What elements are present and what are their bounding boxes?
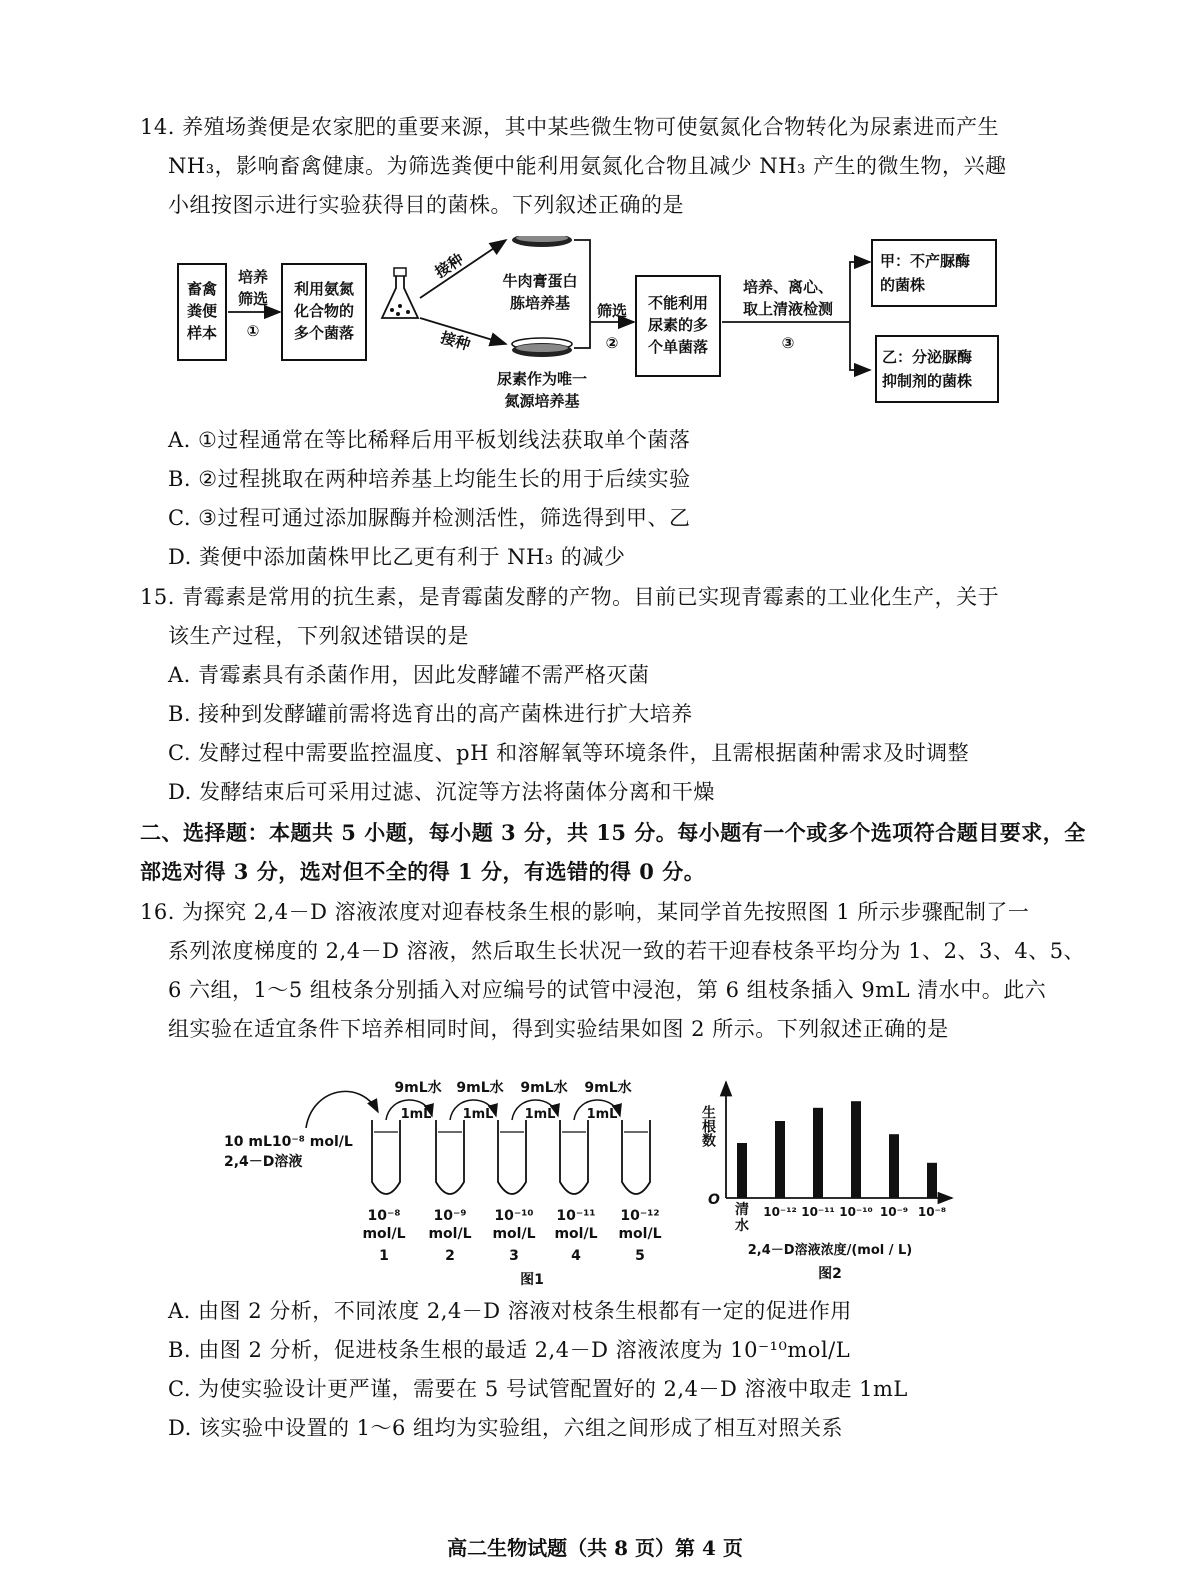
tube1-num: 1: [379, 1248, 389, 1264]
tube4-conc: 10⁻¹¹: [556, 1208, 596, 1224]
arrow3-label1: 培养、离心、: [742, 278, 834, 296]
tube1-conc: 10⁻⁸: [367, 1208, 401, 1224]
box1-line1: 畜禽: [186, 280, 218, 298]
q14-option-a: A. ①过程通常在等比稀释后用平板划线法获取单个菌落: [168, 428, 691, 452]
box2-line3: 多个菌落: [293, 324, 355, 342]
y-axis-label: 生根数: [700, 1105, 716, 1147]
tube4-unit: mol/L: [554, 1226, 598, 1242]
bar-6: [927, 1163, 937, 1198]
box1-line3: 样本: [186, 324, 218, 342]
x-tick-label-5: 10⁻⁹: [879, 1205, 909, 1219]
q16-stem-line3: 6 六组，1～5 组枝条分别插入对应编号的试管中浸泡，第 6 组枝条插入 9mL 清水中。此六: [168, 978, 1047, 1002]
q15-stem-line1: 15. 青霉素是常用的抗生素，是青霉菌发酵的产物。目前已实现青霉素的工业化生产，关于: [140, 585, 1000, 609]
source-label-line1: 10 mL10⁻⁸ mol/L: [224, 1134, 353, 1150]
q14-option-d: D. 粪便中添加菌株甲比乙更有利于 NH₃ 的减少: [168, 545, 626, 569]
box2-line1: 利用氨氮: [293, 280, 355, 298]
arrow3-label2: 取上清液检测: [742, 300, 834, 318]
source-label-line2: 2,4－D溶液: [224, 1154, 303, 1170]
q14-flow-diagram: [170, 236, 1010, 422]
transfer-label-1: 1mL: [400, 1107, 432, 1122]
tube1-unit: mol/L: [362, 1226, 406, 1242]
medium1-line2: 胨培养基: [509, 294, 571, 312]
q14-stem-line1: 14. 养殖场粪便是农家肥的重要来源，其中某些微生物可使氨氮化合物转化为尿素进而产生: [140, 115, 1000, 139]
q16-option-a: A. 由图 2 分析，不同浓度 2,4－D 溶液对枝条生根都有一定的促进作用: [168, 1299, 852, 1323]
arrow1-num: ①: [246, 322, 260, 340]
arrow2-label: 筛选: [596, 302, 628, 320]
section2-heading-line1: 二、选择题：本题共 5 小题，每小题 3 分，共 15 分。每小题有一个或多个选项符合题目要求，全: [140, 820, 1086, 845]
bar-3: [813, 1108, 823, 1198]
x-tick-label-2: 10⁻¹²: [763, 1205, 797, 1219]
bar-4: [851, 1101, 861, 1198]
transfer-label-3: 1mL: [524, 1107, 556, 1122]
medium2-line1: 尿素作为唯一: [496, 370, 588, 388]
inoculate-top-label: 接种: [431, 250, 467, 282]
petri-dish-1-icon: [512, 236, 572, 247]
x-tick-label-4: 10⁻¹⁰: [839, 1205, 873, 1219]
q16-option-c: C. 为使实验设计更严谨，需要在 5 号试管配置好的 2,4－D 溶液中取走 1mL: [168, 1377, 908, 1401]
q15-option-a: A. 青霉素具有杀菌作用，因此发酵罐不需严格灭菌: [168, 663, 650, 687]
tube3-unit: mol/L: [492, 1226, 536, 1242]
q15-option-c: C. 发酵过程中需要监控温度、pH 和溶解氧等环境条件，且需根据菌种需求及时调整: [168, 741, 970, 765]
transfer-label-2: 1mL: [462, 1107, 494, 1122]
q16-option-b: B. 由图 2 分析，促进枝条生根的最适 2,4－D 溶液浓度为 10⁻¹⁰mol/L: [168, 1338, 851, 1362]
box3-line2: 尿素的多: [647, 316, 709, 334]
q16-stem-line2: 系列浓度梯度的 2,4－D 溶液，然后取生长状况一致的若干迎春枝条平均分为 1、2、3、4、5、: [168, 939, 1086, 963]
section2-heading-line2: 部选对得 3 分，选对但不全的得 1 分，有选错的得 0 分。: [140, 859, 706, 884]
arrow1-label2: 筛选: [237, 290, 269, 308]
arrow1-label1: 培养: [237, 268, 269, 286]
medium2-line2: 氮源培养基: [504, 392, 580, 410]
box3-line1: 不能利用: [647, 294, 709, 312]
tube5-unit: mol/L: [618, 1226, 662, 1242]
arrow3-num: ③: [781, 334, 795, 352]
transfer-label-4: 1mL: [586, 1107, 618, 1122]
water-label-1: 9mL水: [394, 1080, 442, 1096]
box2-line2: 化合物的: [293, 302, 355, 320]
q15-stem-line2: 该生产过程，下列叙述错误的是: [168, 624, 469, 648]
figure2-caption: 图2: [818, 1266, 842, 1282]
tube5-conc: 10⁻¹²: [620, 1208, 660, 1224]
box4-line2: 的菌株: [880, 276, 926, 294]
bar-1: [737, 1143, 747, 1198]
petri-dish-2-icon: [512, 338, 572, 357]
box5-line2: 抑制剂的菌株: [882, 372, 973, 390]
medium1-line1: 牛肉膏蛋白: [502, 272, 578, 290]
x-tick-label-6: 10⁻⁸: [917, 1205, 947, 1219]
q14-stem-line3: 小组按图示进行实验获得目的菌株。下列叙述正确的是: [168, 193, 684, 217]
test-tube-4-icon: [560, 1120, 588, 1194]
q15-option-d: D. 发酵结束后可采用过滤、沉淀等方法将菌体分离和干燥: [168, 780, 715, 804]
x-axis-label: 2,4－D溶液浓度/(mol / L): [747, 1243, 913, 1258]
q16-stem-line1: 16. 为探究 2,4－D 溶液浓度对迎春枝条生根的影响，某同学首先按照图 1 所示步骤配制了一: [140, 900, 1030, 924]
q15-option-b: B. 接种到发酵罐前需将选育出的高产菌株进行扩大培养: [168, 702, 693, 726]
figure1-caption: 图1: [520, 1272, 544, 1288]
box3-line3: 个单菌落: [647, 338, 709, 356]
tube2-num: 2: [445, 1248, 455, 1264]
tube4-num: 4: [571, 1248, 581, 1264]
test-tube-3-icon: [498, 1120, 526, 1194]
q14-stem-line2: NH₃，影响畜禽健康。为筛选粪便中能利用氨氮化合物且减少 NH₃ 产生的微生物，兴趣: [168, 154, 1007, 178]
tube2-unit: mol/L: [428, 1226, 472, 1242]
test-tube-2-icon: [436, 1120, 464, 1194]
figure1-dilution-diagram: [220, 1072, 690, 1290]
arrow2-num: ②: [605, 334, 619, 352]
x-tick-label-1: 清水: [735, 1202, 749, 1234]
box4-line1: 甲：不产脲酶: [880, 252, 971, 270]
bar-5: [889, 1134, 899, 1198]
tube3-conc: 10⁻¹⁰: [494, 1208, 534, 1224]
inoculate-bottom-label: 接种: [438, 328, 473, 354]
q16-option-d: D. 该实验中设置的 1～6 组均为实验组，六组之间形成了相互对照关系: [168, 1416, 844, 1440]
q14-option-b: B. ②过程挑取在两种培养基上均能生长的用于后续实验: [168, 467, 691, 491]
tube2-conc: 10⁻⁹: [433, 1208, 467, 1224]
test-tube-5-icon: [622, 1120, 650, 1194]
page-footer: 高二生物试题（共 8 页）第 4 页: [447, 1536, 743, 1560]
box5-line1: 乙：分泌脲酶: [882, 348, 973, 366]
figure2-bar-chart: [690, 1078, 960, 1290]
flask-icon: [382, 268, 418, 318]
water-label-4: 9mL水: [584, 1080, 632, 1096]
water-label-2: 9mL水: [456, 1080, 504, 1096]
x-tick-label-3: 10⁻¹¹: [801, 1205, 835, 1219]
water-label-3: 9mL水: [520, 1080, 568, 1096]
q16-stem-line4: 组实验在适宜条件下培养相同时间，得到实验结果如图 2 所示。下列叙述正确的是: [168, 1017, 949, 1041]
box1-line2: 粪便: [186, 302, 218, 320]
q14-option-c: C. ③过程可通过添加脲酶并检测活性，筛选得到甲、乙: [168, 506, 691, 530]
tube5-num: 5: [635, 1248, 645, 1264]
bar-2: [775, 1121, 785, 1198]
tube3-num: 3: [509, 1248, 519, 1264]
test-tube-1-icon: [372, 1120, 400, 1194]
origin-label: O: [708, 1192, 720, 1208]
